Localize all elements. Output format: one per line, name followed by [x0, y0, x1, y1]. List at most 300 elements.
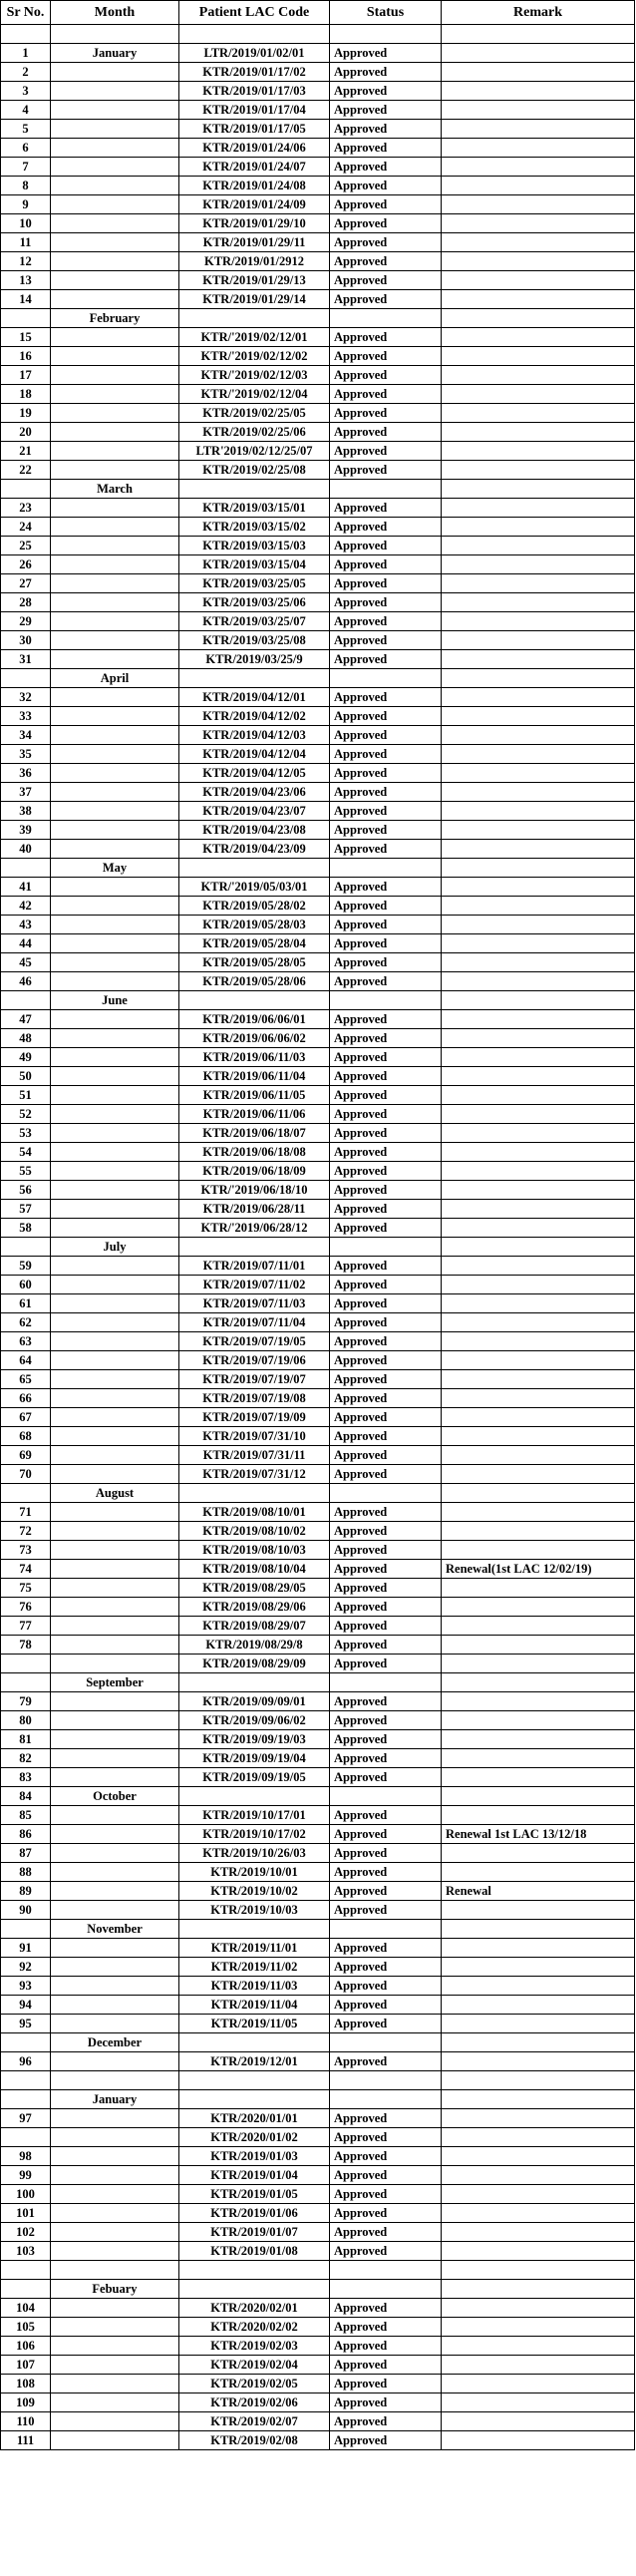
sr-no-cell: 41	[1, 878, 51, 897]
sr-no-cell: 86	[1, 1825, 51, 1844]
remark-cell	[442, 1806, 635, 1825]
lac-code-cell: KTR/2019/07/31/11	[179, 1446, 330, 1465]
lac-code-cell: KTR/2019/06/06/02	[179, 1029, 330, 1048]
lac-code-cell: KTR/2019/11/03	[179, 1977, 330, 1996]
month-cell	[51, 1655, 179, 1673]
lac-code-cell: KTR/2019/05/28/06	[179, 972, 330, 991]
sr-no-cell: 4	[1, 101, 51, 120]
status-cell: Approved	[330, 1617, 442, 1636]
status-cell: Approved	[330, 1598, 442, 1617]
month-cell: February	[51, 309, 179, 328]
remark-cell	[442, 650, 635, 669]
status-cell: Approved	[330, 726, 442, 745]
month-cell	[51, 1901, 179, 1920]
sr-no-cell: 44	[1, 934, 51, 953]
lac-code-cell: KTR/2019/08/10/01	[179, 1503, 330, 1522]
lac-code-cell: KTR/2019/06/28/11	[179, 1200, 330, 1219]
remark-cell	[442, 1617, 635, 1636]
sr-no-cell: 96	[1, 2052, 51, 2071]
month-cell	[51, 1825, 179, 1844]
remark-cell	[442, 2337, 635, 2356]
sr-no-cell: 10	[1, 214, 51, 233]
table-row	[1, 537, 635, 555]
status-cell: Approved	[330, 916, 442, 934]
table-row	[1, 2052, 635, 2071]
table-row	[1, 821, 635, 840]
month-cell: November	[51, 1920, 179, 1939]
table-row	[1, 972, 635, 991]
sr-no-cell: 26	[1, 555, 51, 574]
sr-no-cell: 66	[1, 1389, 51, 1408]
lac-code-cell	[179, 480, 330, 499]
table-row	[1, 2109, 635, 2128]
sr-no-cell: 83	[1, 1768, 51, 1787]
remark-cell	[442, 1901, 635, 1920]
sr-no-cell: 82	[1, 1749, 51, 1768]
sr-no-cell	[1, 2033, 51, 2052]
month-cell	[51, 916, 179, 934]
status-cell: Approved	[330, 1901, 442, 1920]
lac-code-cell: KTR/2019/03/15/02	[179, 518, 330, 537]
table-row	[1, 612, 635, 631]
lac-code-cell: KTR/2019/07/19/08	[179, 1389, 330, 1408]
lac-code-cell: KTR/2019/09/19/05	[179, 1768, 330, 1787]
remark-cell	[442, 2052, 635, 2071]
remark-cell	[442, 1427, 635, 1446]
table-row	[1, 2375, 635, 2393]
table-row	[1, 953, 635, 972]
status-cell: Approved	[330, 1124, 442, 1143]
remark-cell	[442, 726, 635, 745]
status-cell: Approved	[330, 934, 442, 953]
status-cell: Approved	[330, 1294, 442, 1313]
table-row	[1, 1882, 635, 1901]
remark-cell	[442, 309, 635, 328]
month-cell	[51, 1105, 179, 1124]
sr-no-cell: 71	[1, 1503, 51, 1522]
status-cell: Approved	[330, 177, 442, 195]
sr-no-cell: 63	[1, 1332, 51, 1351]
month-cell	[51, 25, 179, 44]
status-cell: Approved	[330, 44, 442, 63]
sr-no-cell: 61	[1, 1294, 51, 1313]
remark-cell	[442, 2090, 635, 2109]
status-cell: Approved	[330, 802, 442, 821]
remark-cell	[442, 953, 635, 972]
sr-no-cell	[1, 25, 51, 44]
table-row	[1, 2280, 635, 2299]
remark-cell	[442, 1863, 635, 1882]
lac-code-cell	[179, 1238, 330, 1257]
sr-no-cell: 75	[1, 1579, 51, 1598]
sr-no-cell: 51	[1, 1086, 51, 1105]
remark-cell	[442, 2071, 635, 2090]
status-cell: Approved	[330, 2052, 442, 2071]
lac-code-cell: KTR/2019/02/04	[179, 2356, 330, 2375]
status-cell: Approved	[330, 1503, 442, 1522]
table-row	[1, 2431, 635, 2450]
month-cell	[51, 1465, 179, 1484]
lac-code-cell: KTR/'2019/05/03/01	[179, 878, 330, 897]
remark-cell	[442, 1389, 635, 1408]
sr-no-cell: 60	[1, 1276, 51, 1294]
sr-no-cell: 65	[1, 1370, 51, 1389]
month-cell	[51, 2204, 179, 2223]
table-row	[1, 158, 635, 177]
lac-code-cell: KTR/2019/03/25/05	[179, 574, 330, 593]
month-cell	[51, 593, 179, 612]
sr-no-cell	[1, 2261, 51, 2280]
month-cell	[51, 1427, 179, 1446]
month-cell: December	[51, 2033, 179, 2052]
remark-cell	[442, 1920, 635, 1939]
table-row	[1, 726, 635, 745]
lac-code-cell: KTR/2019/04/23/08	[179, 821, 330, 840]
lac-code-cell: KTR/2019/09/19/04	[179, 1749, 330, 1768]
remark-cell	[442, 859, 635, 878]
status-cell: Approved	[330, 1048, 442, 1067]
status-cell: Approved	[330, 385, 442, 404]
table-row	[1, 1655, 635, 1673]
remark-cell	[442, 1977, 635, 1996]
lac-code-cell: KTR/2019/02/25/05	[179, 404, 330, 423]
month-cell	[51, 2375, 179, 2393]
month-cell	[51, 972, 179, 991]
lac-code-cell: KTR/2019/07/11/01	[179, 1257, 330, 1276]
status-cell: Approved	[330, 1351, 442, 1370]
sr-no-cell: 19	[1, 404, 51, 423]
month-cell: October	[51, 1787, 179, 1806]
sr-no-cell: 109	[1, 2393, 51, 2412]
month-cell	[51, 2128, 179, 2147]
status-cell: Approved	[330, 2318, 442, 2337]
status-cell: Approved	[330, 195, 442, 214]
lac-code-cell: KTR/2019/01/08	[179, 2242, 330, 2261]
table-row	[1, 442, 635, 461]
lac-code-cell	[179, 1920, 330, 1939]
month-cell	[51, 934, 179, 953]
month-cell	[51, 2299, 179, 2318]
month-cell	[51, 802, 179, 821]
remark-cell: Renewal 1st LAC 13/12/18	[442, 1825, 635, 1844]
status-cell	[330, 2261, 442, 2280]
month-cell	[51, 252, 179, 271]
remark-cell	[442, 1673, 635, 1692]
remark-cell	[442, 1598, 635, 1617]
lac-code-cell: KTR/2019/06/11/06	[179, 1105, 330, 1124]
lac-code-cell	[179, 2033, 330, 2052]
table-row	[1, 934, 635, 953]
month-cell	[51, 1048, 179, 1067]
remark-cell	[442, 1294, 635, 1313]
remark-cell	[442, 1143, 635, 1162]
sr-no-cell: 85	[1, 1806, 51, 1825]
remark-cell	[442, 101, 635, 120]
table-row	[1, 2033, 635, 2052]
table-row	[1, 1276, 635, 1294]
remark-cell	[442, 916, 635, 934]
sr-no-cell: 36	[1, 764, 51, 783]
lac-code-cell	[179, 2090, 330, 2109]
status-cell: Approved	[330, 1427, 442, 1446]
lac-code-cell: KTR/2020/01/01	[179, 2109, 330, 2128]
remark-cell	[442, 2033, 635, 2052]
lac-code-cell: KTR/2019/06/18/09	[179, 1162, 330, 1181]
remark-cell	[442, 631, 635, 650]
status-cell: Approved	[330, 1560, 442, 1579]
status-cell: Approved	[330, 1332, 442, 1351]
table-row	[1, 897, 635, 916]
month-cell	[51, 1579, 179, 1598]
sr-no-cell	[1, 480, 51, 499]
month-cell	[51, 897, 179, 916]
remark-cell	[442, 1370, 635, 1389]
status-cell: Approved	[330, 1181, 442, 1200]
status-cell: Approved	[330, 518, 442, 537]
status-cell: Approved	[330, 707, 442, 726]
remark-cell	[442, 1996, 635, 2015]
status-cell: Approved	[330, 2166, 442, 2185]
remark-cell	[442, 158, 635, 177]
month-cell	[51, 1446, 179, 1465]
sr-no-cell: 90	[1, 1901, 51, 1920]
lac-code-cell: KTR/2019/01/24/07	[179, 158, 330, 177]
lac-code-cell: KTR/2019/10/17/02	[179, 1825, 330, 1844]
remark-cell	[442, 1484, 635, 1503]
status-cell: Approved	[330, 139, 442, 158]
lac-code-cell: KTR/2019/01/17/02	[179, 63, 330, 82]
table-row	[1, 764, 635, 783]
lac-code-cell: KTR/2019/07/11/02	[179, 1276, 330, 1294]
sr-no-cell	[1, 669, 51, 688]
status-cell: Approved	[330, 1730, 442, 1749]
remark-cell	[442, 233, 635, 252]
month-cell: May	[51, 859, 179, 878]
remark-cell	[442, 25, 635, 44]
sr-no-cell: 94	[1, 1996, 51, 2015]
month-cell	[51, 214, 179, 233]
sr-no-cell: 22	[1, 461, 51, 480]
month-cell	[51, 233, 179, 252]
remark-cell	[442, 2128, 635, 2147]
lac-code-cell: KTR/2019/04/23/09	[179, 840, 330, 859]
table-row	[1, 1124, 635, 1143]
month-cell	[51, 404, 179, 423]
sr-no-cell: 7	[1, 158, 51, 177]
table-row	[1, 2204, 635, 2223]
status-cell	[330, 2280, 442, 2299]
sr-no-cell: 57	[1, 1200, 51, 1219]
lac-code-cell: KTR/2020/02/01	[179, 2299, 330, 2318]
table-row	[1, 328, 635, 347]
remark-cell	[442, 2375, 635, 2393]
sr-no-cell: 95	[1, 2015, 51, 2033]
table-row	[1, 139, 635, 158]
remark-cell	[442, 1768, 635, 1787]
table-row	[1, 2337, 635, 2356]
remark-cell	[442, 404, 635, 423]
sr-no-cell: 84	[1, 1787, 51, 1806]
status-cell: Approved	[330, 82, 442, 101]
month-cell	[51, 1617, 179, 1636]
month-cell	[51, 2356, 179, 2375]
sr-no-cell: 70	[1, 1465, 51, 1484]
month-cell: July	[51, 1238, 179, 1257]
month-cell: April	[51, 669, 179, 688]
lac-code-cell: KTR/2019/08/10/02	[179, 1522, 330, 1541]
month-cell	[51, 2166, 179, 2185]
lac-code-cell: KTR/2019/03/25/07	[179, 612, 330, 631]
status-cell: Approved	[330, 593, 442, 612]
sr-no-cell: 89	[1, 1882, 51, 1901]
month-cell	[51, 1010, 179, 1029]
sr-no-cell: 78	[1, 1636, 51, 1655]
lac-code-cell: KTR/2019/02/08	[179, 2431, 330, 2450]
remark-cell	[442, 518, 635, 537]
remark-cell	[442, 574, 635, 593]
month-cell	[51, 1200, 179, 1219]
sr-no-cell: 54	[1, 1143, 51, 1162]
remark-cell	[442, 1010, 635, 1029]
month-cell	[51, 2223, 179, 2242]
status-cell: Approved	[330, 953, 442, 972]
table-row	[1, 574, 635, 593]
remark-cell	[442, 1579, 635, 1598]
month-cell	[51, 1029, 179, 1048]
lac-code-cell	[179, 669, 330, 688]
sr-no-cell: 110	[1, 2412, 51, 2431]
sr-no-cell: 106	[1, 2337, 51, 2356]
sr-no-cell	[1, 1484, 51, 1503]
lac-code-cell	[179, 1484, 330, 1503]
status-cell	[330, 1787, 442, 1806]
remark-cell	[442, 2109, 635, 2128]
sr-no-cell: 45	[1, 953, 51, 972]
remark-cell	[442, 821, 635, 840]
table-row	[1, 290, 635, 309]
remark-cell	[442, 840, 635, 859]
remark-cell	[442, 1408, 635, 1427]
sr-no-cell: 6	[1, 139, 51, 158]
lac-code-cell: KTR/2019/01/29/14	[179, 290, 330, 309]
status-cell: Approved	[330, 2204, 442, 2223]
lac-code-cell: KTR/2019/01/29/13	[179, 271, 330, 290]
header-month: Month	[51, 1, 179, 25]
status-cell	[330, 1920, 442, 1939]
table-row	[1, 101, 635, 120]
month-cell	[51, 953, 179, 972]
status-cell: Approved	[330, 1143, 442, 1162]
month-cell	[51, 1522, 179, 1541]
lac-code-cell: KTR/2019/01/24/09	[179, 195, 330, 214]
remark-cell	[442, 2280, 635, 2299]
month-cell	[51, 1749, 179, 1768]
remark-cell	[442, 1844, 635, 1863]
status-cell: Approved	[330, 612, 442, 631]
month-cell	[51, 1124, 179, 1143]
status-cell: Approved	[330, 328, 442, 347]
status-cell: Approved	[330, 2109, 442, 2128]
sr-no-cell: 105	[1, 2318, 51, 2337]
status-cell: Approved	[330, 63, 442, 82]
sr-no-cell: 3	[1, 82, 51, 101]
month-cell: September	[51, 1673, 179, 1692]
sr-no-cell: 24	[1, 518, 51, 537]
lac-code-cell: KTR/2019/10/03	[179, 1901, 330, 1920]
status-cell: Approved	[330, 1029, 442, 1048]
lac-code-cell: KTR/'2019/02/12/02	[179, 347, 330, 366]
table-row	[1, 177, 635, 195]
lac-code-cell: KTR/2019/05/28/03	[179, 916, 330, 934]
month-cell	[51, 707, 179, 726]
sr-no-cell: 72	[1, 1522, 51, 1541]
table-row	[1, 1105, 635, 1124]
remark-cell	[442, 972, 635, 991]
lac-code-cell: KTR/2019/01/17/05	[179, 120, 330, 139]
month-cell	[51, 1768, 179, 1787]
sr-no-cell	[1, 2071, 51, 2090]
sr-no-cell: 21	[1, 442, 51, 461]
status-cell: Approved	[330, 1977, 442, 1996]
sr-no-cell: 18	[1, 385, 51, 404]
table-row	[1, 783, 635, 802]
lac-code-cell: KTR/2019/02/25/06	[179, 423, 330, 442]
month-cell	[51, 2431, 179, 2450]
sr-no-cell: 43	[1, 916, 51, 934]
month-cell	[51, 1806, 179, 1825]
lac-code-cell: KTR/2019/02/05	[179, 2375, 330, 2393]
remark-cell	[442, 2393, 635, 2412]
status-cell: Approved	[330, 972, 442, 991]
month-cell	[51, 499, 179, 518]
remark-cell	[442, 593, 635, 612]
month-cell	[51, 1294, 179, 1313]
sr-no-cell: 25	[1, 537, 51, 555]
lac-code-cell: KTR/2019/05/28/05	[179, 953, 330, 972]
month-cell	[51, 2261, 179, 2280]
month-cell	[51, 537, 179, 555]
lac-code-cell: KTR/2019/04/12/01	[179, 688, 330, 707]
sr-no-cell: 30	[1, 631, 51, 650]
lac-code-cell: KTR/2019/04/12/04	[179, 745, 330, 764]
month-cell	[51, 1560, 179, 1579]
remark-cell	[442, 1181, 635, 1200]
status-cell: Approved	[330, 688, 442, 707]
sr-no-cell: 31	[1, 650, 51, 669]
lac-code-cell: KTR/2019/10/26/03	[179, 1844, 330, 1863]
status-cell: Approved	[330, 2393, 442, 2412]
status-cell: Approved	[330, 1655, 442, 1673]
sr-no-cell: 28	[1, 593, 51, 612]
table-row	[1, 385, 635, 404]
table-row	[1, 1996, 635, 2015]
sr-no-cell: 102	[1, 2223, 51, 2242]
remark-cell	[442, 195, 635, 214]
remark-cell	[442, 2431, 635, 2450]
table-row	[1, 1503, 635, 1522]
sr-no-cell: 42	[1, 897, 51, 916]
sr-no-cell: 88	[1, 1863, 51, 1882]
sr-no-cell	[1, 1655, 51, 1673]
month-cell	[51, 574, 179, 593]
month-cell	[51, 347, 179, 366]
lac-code-cell: KTR/2019/09/06/02	[179, 1711, 330, 1730]
table-row	[1, 1522, 635, 1541]
table-row	[1, 1465, 635, 1484]
lac-code-cell: KTR/2020/02/02	[179, 2318, 330, 2337]
month-cell	[51, 1370, 179, 1389]
status-cell: Approved	[330, 1446, 442, 1465]
